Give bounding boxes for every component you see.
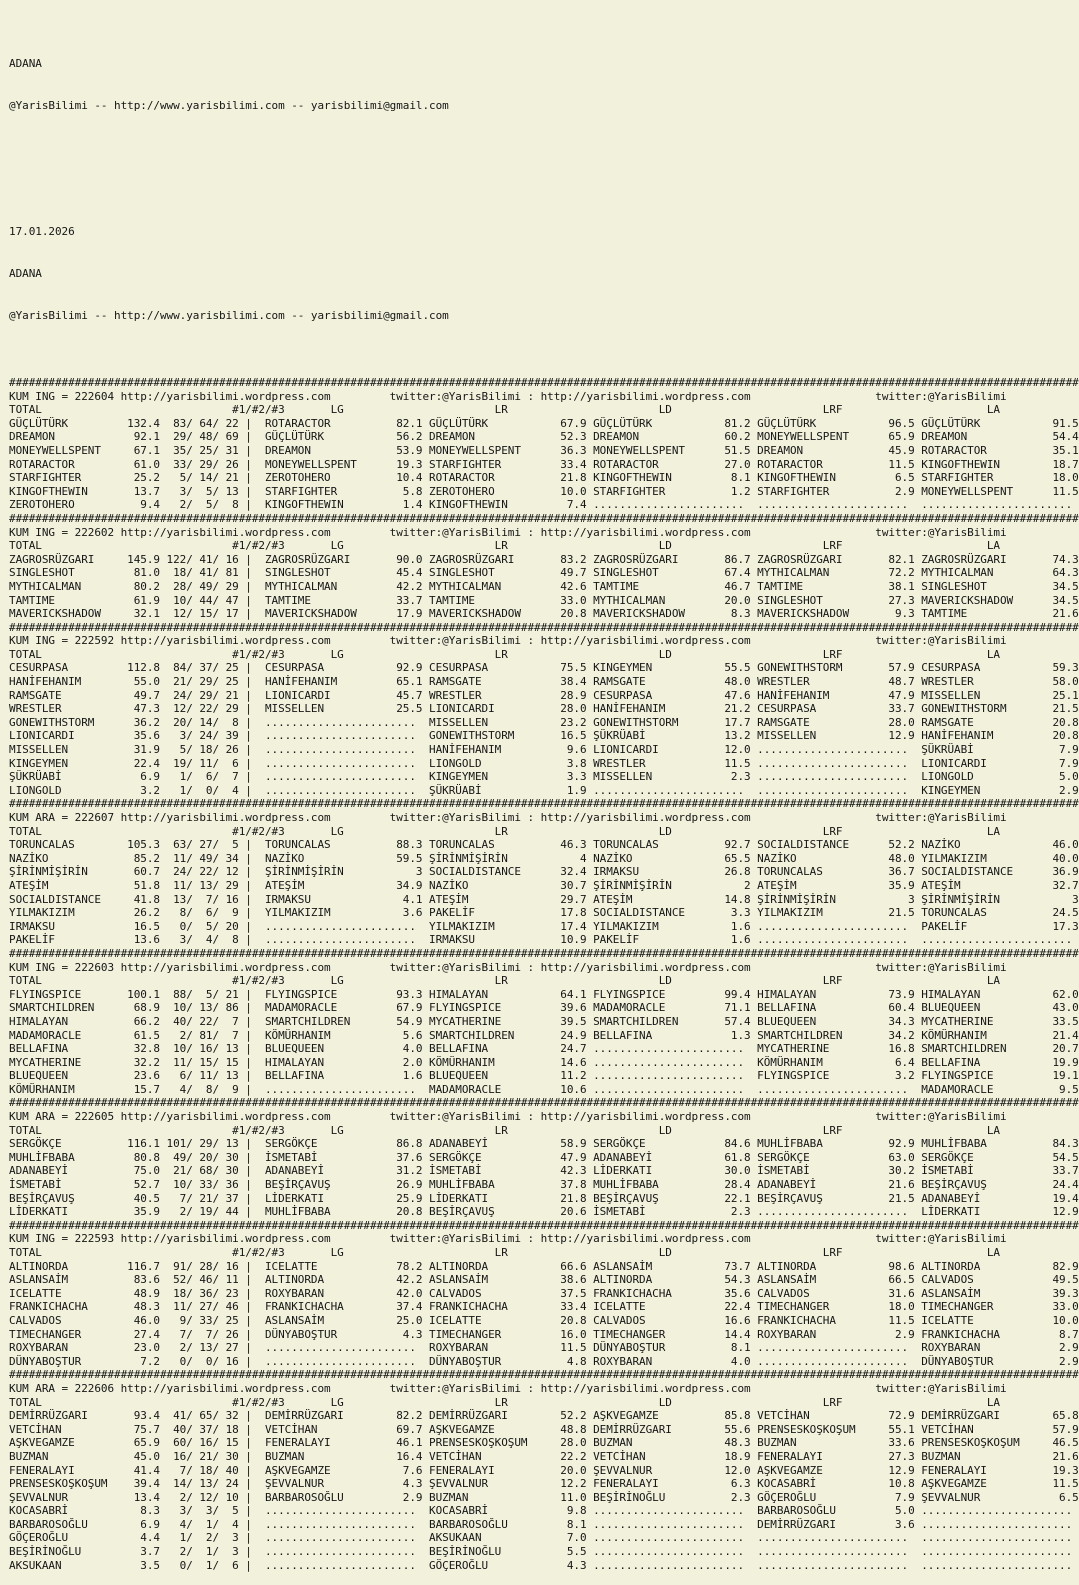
stats-row: BEŞİRÇAVUŞ 40.5 7/ 21/ 37 | LİDERKATI 25.9 LİDERKATI 21.8 BEŞİRÇAVUŞ 22.1 BEŞİRÇAVUŞ 21.5 ADANABEYİ 19.4 [9,1191,1079,1205]
stats-row: STARFIGHTER 25.2 5/ 14/ 21 | ZEROTOHERO 10.4 ROTARACTOR 21.8 KINGOFTHEWIN 8.1 KINGOFTHEWIN 6.5 STARFIGHTER 18.0 [9,471,1079,485]
stats-row: CESURPASA 112.8 84/ 37/ 25 | CESURPASA 92.9 CESURPASA 75.5 KINGEYMEN 55.5 GONEWITHSTORM 57.9 CESURPASA 59.3 [9,661,1079,675]
column-header-line: TOTAL #1/#2/#3 LG LR LD LRF LA [9,539,1000,553]
track-name-2: ADANA [9,267,42,280]
stats-row: TAMTIME 61.9 10/ 44/ 47 | TAMTIME 33.7 TAMTIME 33.0 MYTHICALMAN 20.0 SINGLESHOT 27.3 MAVERICKSHADOW 34.5 [9,593,1079,607]
stats-row: FRANKICHACHA 48.3 11/ 27/ 46 | FRANKICHACHA 37.4 FRANKICHACHA 33.4 ICELATTE 22.4 TIMECHANGER 18.0 TIMECHANGER 33.0 [9,1300,1079,1314]
stats-row: VETCİHAN 75.7 40/ 37/ 18 | VETCİHAN 69.7 AŞKVEGAMZE 48.8 DEMİRRÜZGARI 55.6 PRENSESKOŞKOŞUM 55.1 VETCİHAN 57.9 [9,1422,1079,1436]
stats-row: MUHLİFBABA 80.8 49/ 20/ 30 | İSMETABİ 37.6 SERGÖKÇE 47.9 ADANABEYİ 61.8 SERGÖKÇE 63.0 SERGÖKÇE 54.5 [9,1150,1079,1164]
stats-row: KINGEYMEN 22.4 19/ 11/ 6 | ....................... LIONGOLD 3.8 WRESTLER 11.5 ....................... LIONICARDI 7.9 [9,756,1079,770]
stats-row: WRESTLER 47.3 12/ 22/ 29 | MISSELLEN 25.5 LIONICARDI 28.0 HANİFEHANIM 21.2 CESURPASA 33.7 GONEWITHSTORM 21.5 [9,702,1079,716]
stats-row: GÖÇEROĞLU 4.4 1/ 2/ 3 | ....................... AKSUKAAN 7.0 ....................... ....................... ....................... [9,1531,1079,1545]
stats-row: KOCASABRİ 8.3 3/ 3/ 5 | ....................... KOCASABRİ 9.8 ....................... BARBAROSOĞLU 5.0 ....................... [9,1504,1079,1518]
stats-row: GÜÇLÜTÜRK 132.4 83/ 64/ 22 | ROTARACTOR 82.1 GÜÇLÜTÜRK 67.9 GÜÇLÜTÜRK 81.2 GÜÇLÜTÜRK 96.5 GÜÇLÜTÜRK 91.5 [9,416,1079,430]
stats-row: KINGOFTHEWIN 13.7 3/ 5/ 13 | STARFIGHTER 5.8 ZEROTOHERO 10.0 STARFIGHTER 1.2 STARFIGHTER 2.9 MONEYWELLSPENT 11.5 [9,484,1079,498]
stats-row: ROTARACTOR 61.0 33/ 29/ 26 | MONEYWELLSPENT 19.3 STARFIGHTER 33.4 ROTARACTOR 27.0 ROTARACTOR 11.5 KINGOFTHEWIN 18.7 [9,457,1079,471]
stats-row: LİDERKATI 35.9 2/ 19/ 44 | MUHLİFBABA 20.8 BEŞİRÇAVUŞ 20.6 İSMETABİ 2.3 ....................... LİDERKATI 12.9 [9,1205,1079,1219]
column-header-line: TOTAL #1/#2/#3 LG LR LD LRF LA [9,824,1000,838]
stats-row: ICELATTE 48.9 18/ 36/ 23 | ROXYBARAN 42.0 CALVADOS 37.5 FRANKICHACHA 35.6 CALVADOS 31.6 ASLANSAİM 39.3 [9,1286,1079,1300]
section-title-line: KUM ARA = 222607 http://yarisbilimi.wordpress.com twitter:@YarisBilimi : http://yarisbilimi.wordpress.com twitter:@YarisBilimi [9,811,1007,824]
stats-row: BELLAFINA 32.8 10/ 16/ 13 | BLUEQUEEN 4.0 BELLAFINA 24.7 ....................... MYCATHERINE 16.8 SMARTCHILDREN 20.7 [9,1042,1079,1056]
stats-row: BARBAROSOĞLU 6.9 4/ 1/ 4 | ....................... BARBAROSOĞLU 8.1 ....................... DEMİRRÜZGARI 3.6 ....................... [9,1517,1079,1531]
stats-row: ATEŞİM 51.8 11/ 13/ 29 | ATEŞİM 34.9 NAZİKO 30.7 ŞİRİNMİŞİRİN 2 ATEŞİM 35.9 ATEŞİM 32.7 [9,878,1079,892]
stats-row: ROXYBARAN 23.0 2/ 13/ 27 | ....................... ROXYBARAN 11.5 DÜNYABOŞTUR 8.1 ....................... ROXYBARAN 2.9 [9,1341,1079,1355]
stats-row: AŞKVEGAMZE 65.9 60/ 16/ 15 | FENERALAYI 46.1 PRENSESKOŞKOŞUM 28.0 BUZMAN 48.3 BUZMAN 33.6 PRENSESKOŞKOŞUM 46.5 [9,1436,1079,1450]
stats-row: HANİFEHANIM 55.0 21/ 29/ 25 | HANİFEHANIM 65.1 RAMSGATE 38.4 RAMSGATE 48.0 WRESTLER 48.7 WRESTLER 58.0 [9,675,1079,689]
stats-row: RAMSGATE 49.7 24/ 29/ 21 | LIONICARDI 45.7 WRESTLER 28.9 CESURPASA 47.6 HANİFEHANIM 47.9 MISSELLEN 25.1 [9,688,1079,702]
column-header-line: TOTAL #1/#2/#3 LG LR LD LRF LA [9,974,1000,988]
stats-row: MADAMORACLE 61.5 2/ 81/ 7 | KÖMÜRHANIM 5.6 SMARTCHILDREN 24.9 BELLAFINA 1.3 SMARTCHILDREN 34.2 KÖMÜRHANIM 21.4 [9,1028,1079,1042]
section-title-line: KUM ING = 222593 http://yarisbilimi.wordpress.com twitter:@YarisBilimi : http://yarisbilimi.wordpress.com twitter:@YarisBilimi [9,1232,1007,1246]
stats-row: DREAMON 92.1 29/ 48/ 69 | GÜÇLÜTÜRK 56.2 DREAMON 52.3 DREAMON 60.2 MONEYWELLSPENT 65.9 DREAMON 54.4 [9,430,1079,444]
stats-row: LIONICARDI 35.6 3/ 24/ 39 | ....................... GONEWITHSTORM 16.5 ŞÜKRÜABİ 13.2 MISSELLEN 12.9 HANİFEHANIM 20.8 [9,729,1079,743]
stats-row: FENERALAYI 41.4 7/ 18/ 40 | AŞKVEGAMZE 7.6 FENERALAYI 20.0 ŞEVVALNUR 12.0 AŞKVEGAMZE 12.9 FENERALAYI 19.3 [9,1463,1079,1477]
credit-line: @YarisBilimi -- http://www.yarisbilimi.com -- yarisbilimi@gmail.com [9,99,449,112]
stats-row: GONEWITHSTORM 36.2 20/ 14/ 8 | ....................... MISSELLEN 23.2 GONEWITHSTORM 17.7 RAMSGATE 28.0 RAMSGATE 20.8 [9,715,1079,729]
stats-row: SMARTCHILDREN 68.9 10/ 13/ 86 | MADAMORACLE 67.9 FLYINGSPICE 39.6 MADAMORACLE 71.1 BELLAFINA 60.4 BLUEQUEEN 43.0 [9,1001,1079,1015]
section-title-line: KUM ING = 222604 http://yarisbilimi.wordpress.com twitter:@YarisBilimi : http://yarisbilimi.wordpress.com twitter:@YarisBilimi [9,389,1007,403]
stats-row: DÜNYABOŞTUR 7.2 0/ 0/ 16 | ....................... DÜNYABOŞTUR 4.8 ROXYBARAN 4.0 ....................... DÜNYABOŞTUR 2.9 [9,1354,1079,1368]
blank-line [9,182,1073,198]
stats-row: LIONGOLD 3.2 1/ 0/ 4 | ....................... ŞÜKRÜABİ 1.9 ....................... ....................... KINGEYMEN 2.9 [9,783,1079,797]
stats-row: SINGLESHOT 81.0 18/ 41/ 81 | SINGLESHOT 45.4 SINGLESHOT 49.7 SINGLESHOT 67.4 MYTHICALMAN 72.2 MYTHICALMAN 64.3 [9,566,1079,580]
section-separator: ################################################################################################################################################################### [9,376,1079,389]
stats-row: ADANABEYİ 75.0 21/ 68/ 30 | ADANABEYİ 31.2 İSMETABİ 42.3 LİDERKATI 30.0 İSMETABİ 30.2 İSMETABİ 33.7 [9,1164,1079,1178]
stats-row: BLUEQUEEN 23.6 6/ 11/ 13 | BELLAFINA 1.6 BLUEQUEEN 11.2 ....................... FLYINGSPICE 3.2 FLYINGSPICE 19.1 [9,1069,1079,1083]
stats-row: FLYINGSPICE 100.1 88/ 5/ 21 | FLYINGSPICE 93.3 HIMALAYAN 64.1 FLYINGSPICE 99.4 HIMALAYAN 73.9 HIMALAYAN 62.0 [9,987,1079,1001]
stats-row: ŞEVVALNUR 13.4 2/ 12/ 10 | BARBAROSOĞLU 2.9 BUZMAN 11.0 BEŞİRİNOĞLU 2.3 GÖÇEROĞLU 7.9 ŞEVVALNUR 6.5 [9,1490,1079,1504]
stats-row: MYTHICALMAN 80.2 28/ 49/ 29 | MYTHICALMAN 42.2 MYTHICALMAN 42.6 TAMTIME 46.7 TAMTIME 38.1 SINGLESHOT 34.5 [9,579,1079,593]
section-separator: ################################################################################################################################################################### [9,1368,1079,1382]
stats-row: MYCATHERINE 32.2 11/ 15/ 15 | HIMALAYAN 2.0 KÖMÜRHANIM 14.6 ....................... KÖMÜRHANIM 6.4 BELLAFINA 19.9 [9,1055,1079,1069]
report-header [9,30,1073,350]
stats-row: MONEYWELLSPENT 67.1 35/ 25/ 31 | DREAMON 53.9 MONEYWELLSPENT 36.3 MONEYWELLSPENT 51.5 DREAMON 45.9 ROTARACTOR 35.1 [9,443,1079,457]
section-title-line: KUM ING = 222603 http://yarisbilimi.wordpress.com twitter:@YarisBilimi : http://yarisbilimi.wordpress.com twitter:@YarisBilimi [9,960,1007,974]
column-header-line: TOTAL #1/#2/#3 LG LR LD LRF LA [9,1123,1000,1137]
column-header-line: TOTAL #1/#2/#3 LG LR LD LRF LA [9,403,1000,417]
section-title-line: KUM ING = 222592 http://yarisbilimi.wordpress.com twitter:@YarisBilimi : http://yarisbilimi.wordpress.com twitter:@YarisBilimi [9,634,1007,648]
stats-row: PRENSESKOŞKOŞUM 39.4 14/ 13/ 24 | ŞEVVALNUR 4.3 ŞEVVALNUR 12.2 FENERALAYI 6.3 KOCASABRİ 10.8 AŞKVEGAMZE 11.5 [9,1477,1079,1491]
stats-row: MAVERICKSHADOW 32.1 12/ 15/ 17 | MAVERICKSHADOW 17.9 MAVERICKSHADOW 20.8 MAVERICKSHADOW 8.3 MAVERICKSHADOW 9.3 TAMTIME 21.6 [9,607,1079,621]
stats-row: AKSUKAAN 3.5 0/ 1/ 6 | ....................... GÖÇEROĞLU 4.3 ....................... ....................... ....................... [9,1558,1079,1572]
stats-row: ŞÜKRÜABİ 6.9 1/ 6/ 7 | ....................... KINGEYMEN 3.3 MISSELLEN 2.3 ....................... LIONGOLD 5.0 [9,770,1079,784]
stats-row: SOCIALDISTANCE 41.8 13/ 7/ 16 | IRMAKSU 4.1 ATEŞİM 29.7 ATEŞİM 14.8 ŞİRİNMİŞİRİN 3 ŞİRİNMİŞİRİN 3 [9,892,1079,906]
section-title-line: KUM ARA = 222605 http://yarisbilimi.wordpress.com twitter:@YarisBilimi : http://yarisbilimi.wordpress.com twitter:@YarisBilimi [9,1110,1007,1124]
stats-row: TIMECHANGER 27.4 7/ 7/ 26 | DÜNYABOŞTUR 4.3 TIMECHANGER 16.0 TIMECHANGER 14.4 ROXYBARAN 2.9 FRANKICHACHA 8.7 [9,1327,1079,1341]
blank-line [9,140,1073,156]
stats-row: CALVADOS 46.0 9/ 33/ 25 | ASLANSAİM 25.0 ICELATTE 20.8 CALVADOS 16.6 FRANKICHACHA 11.5 ICELATTE 10.0 [9,1313,1079,1327]
section-separator: ################################################################################################################################################################### [9,1218,1079,1232]
stats-row: ZAGROSRÜZGARI 145.9 122/ 41/ 16 | ZAGROSRÜZGARI 90.0 ZAGROSRÜZGARI 83.2 ZAGROSRÜZGARI 86.7 ZAGROSRÜZGARI 82.1 ZAGROSRÜZGARI 74.3 [9,552,1079,566]
stats-row: HIMALAYAN 66.2 40/ 22/ 7 | SMARTCHILDREN 54.9 MYCATHERINE 39.5 SMARTCHILDREN 57.4 BLUEQUEEN 34.3 MYCATHERINE 33.5 [9,1014,1079,1028]
stats-row: MISSELLEN 31.9 5/ 18/ 26 | ....................... HANİFEHANIM 9.6 LIONICARDI 12.0 ....................... ŞÜKRÜABİ 7.9 [9,743,1079,757]
stats-row: ZEROTOHERO 9.4 2/ 5/ 8 | KINGOFTHEWIN 1.4 KINGOFTHEWIN 7.4 ....................... ....................... ....................... [9,498,1079,512]
stats-row: PAKELİF 13.6 3/ 4/ 8 | ....................... IRMAKSU 10.9 PAKELİF 1.6 ....................... ....................... [9,933,1079,947]
sections-container [9,376,1079,1572]
stats-row: ŞİRİNMİŞİRİN 60.7 24/ 22/ 12 | ŞİRİNMİŞİRİN 3 SOCIALDISTANCE 32.4 IRMAKSU 26.8 TORUNCALAS 36.7 SOCIALDISTANCE 36.9 [9,865,1079,879]
stats-row: ASLANSAİM 83.6 52/ 46/ 11 | ALTINORDA 42.2 ASLANSAİM 38.6 ALTINORDA 54.3 ASLANSAİM 66.5 CALVADOS 49.5 [9,1273,1079,1287]
column-header-line: TOTAL #1/#2/#3 LG LR LD LRF LA [9,1395,1000,1409]
stats-row: DEMİRRÜZGARI 93.4 41/ 65/ 32 | DEMİRRÜZGARI 82.2 DEMİRRÜZGARI 52.2 AŞKVEGAMZE 85.8 VETCİHAN 72.9 DEMİRRÜZGARI 65.8 [9,1409,1079,1423]
race-date: 17.01.2026 [9,225,75,238]
section-title-line: KUM ING = 222602 http://yarisbilimi.wordpress.com twitter:@YarisBilimi : http://yarisbilimi.wordpress.com twitter:@YarisBilimi [9,525,1007,539]
section-separator: ################################################################################################################################################################### [9,946,1079,960]
stats-row: İSMETABİ 52.7 10/ 33/ 36 | BEŞİRÇAVUŞ 26.9 MUHLİFBABA 37.8 MUHLİFBABA 28.4 ADANABEYİ 21.6 BEŞİRÇAVUŞ 24.4 [9,1178,1079,1192]
credit-line-2: @YarisBilimi -- http://www.yarisbilimi.com -- yarisbilimi@gmail.com [9,309,449,322]
stats-row: ALTINORDA 116.7 91/ 28/ 16 | ICELATTE 78.2 ALTINORDA 66.6 ASLANSAİM 73.7 ALTINORDA 98.6 ALTINORDA 82.9 [9,1259,1079,1273]
stats-row: BEŞİRİNOĞLU 3.7 2/ 1/ 3 | ....................... BEŞİRİNOĞLU 5.5 ....................... ....................... ....................... [9,1545,1079,1559]
stats-row: YILMAKIZIM 26.2 8/ 6/ 9 | YILMAKIZIM 3.6 PAKELİF 17.8 SOCIALDISTANCE 3.3 YILMAKIZIM 21.5 TORUNCALAS 24.5 [9,906,1079,920]
section-separator: ################################################################################################################################################################### [9,620,1079,634]
stats-row: IRMAKSU 16.5 0/ 5/ 20 | ....................... YILMAKIZIM 17.4 YILMAKIZIM 1.6 ....................... PAKELİF 17.3 [9,919,1079,933]
stats-row: TORUNCALAS 105.3 63/ 27/ 5 | TORUNCALAS 88.3 TORUNCALAS 46.3 TORUNCALAS 92.7 SOCIALDISTANCE 52.2 NAZİKO 46.0 [9,838,1079,852]
section-separator: ################################################################################################################################################################### [9,797,1079,811]
section-separator: ################################################################################################################################################################### [9,511,1079,525]
stats-row: BUZMAN 45.0 16/ 21/ 30 | BUZMAN 16.4 VETCİHAN 22.2 VETCİHAN 18.9 FENERALAYI 27.3 BUZMAN 21.6 [9,1449,1079,1463]
track-name: ADANA [9,57,42,70]
stats-row: KÖMÜRHANIM 15.7 4/ 8/ 9 | ....................... MADAMORACLE 10.6 ....................... ....................... MADAMORACLE 9.5 [9,1082,1079,1096]
column-header-line: TOTAL #1/#2/#3 LG LR LD LRF LA [9,1246,1000,1259]
stats-row: NAZİKO 85.2 11/ 49/ 34 | NAZİKO 59.5 ŞİRİNMİŞİRİN 4 NAZİKO 65.5 NAZİKO 48.0 YILMAKIZIM 40.0 [9,851,1079,865]
column-header-line: TOTAL #1/#2/#3 LG LR LD LRF LA [9,647,1000,661]
section-title-line: KUM ARA = 222606 http://yarisbilimi.wordpress.com twitter:@YarisBilimi : http://yarisbilimi.wordpress.com twitter:@YarisBilimi [9,1381,1007,1395]
section-separator: ################################################################################################################################################################### [9,1096,1079,1110]
stats-row: SERGÖKÇE 116.1 101/ 29/ 13 | SERGÖKÇE 86.8 ADANABEYİ 58.9 SERGÖKÇE 84.6 MUHLİFBABA 92.9 MUHLİFBABA 84.3 [9,1137,1079,1151]
